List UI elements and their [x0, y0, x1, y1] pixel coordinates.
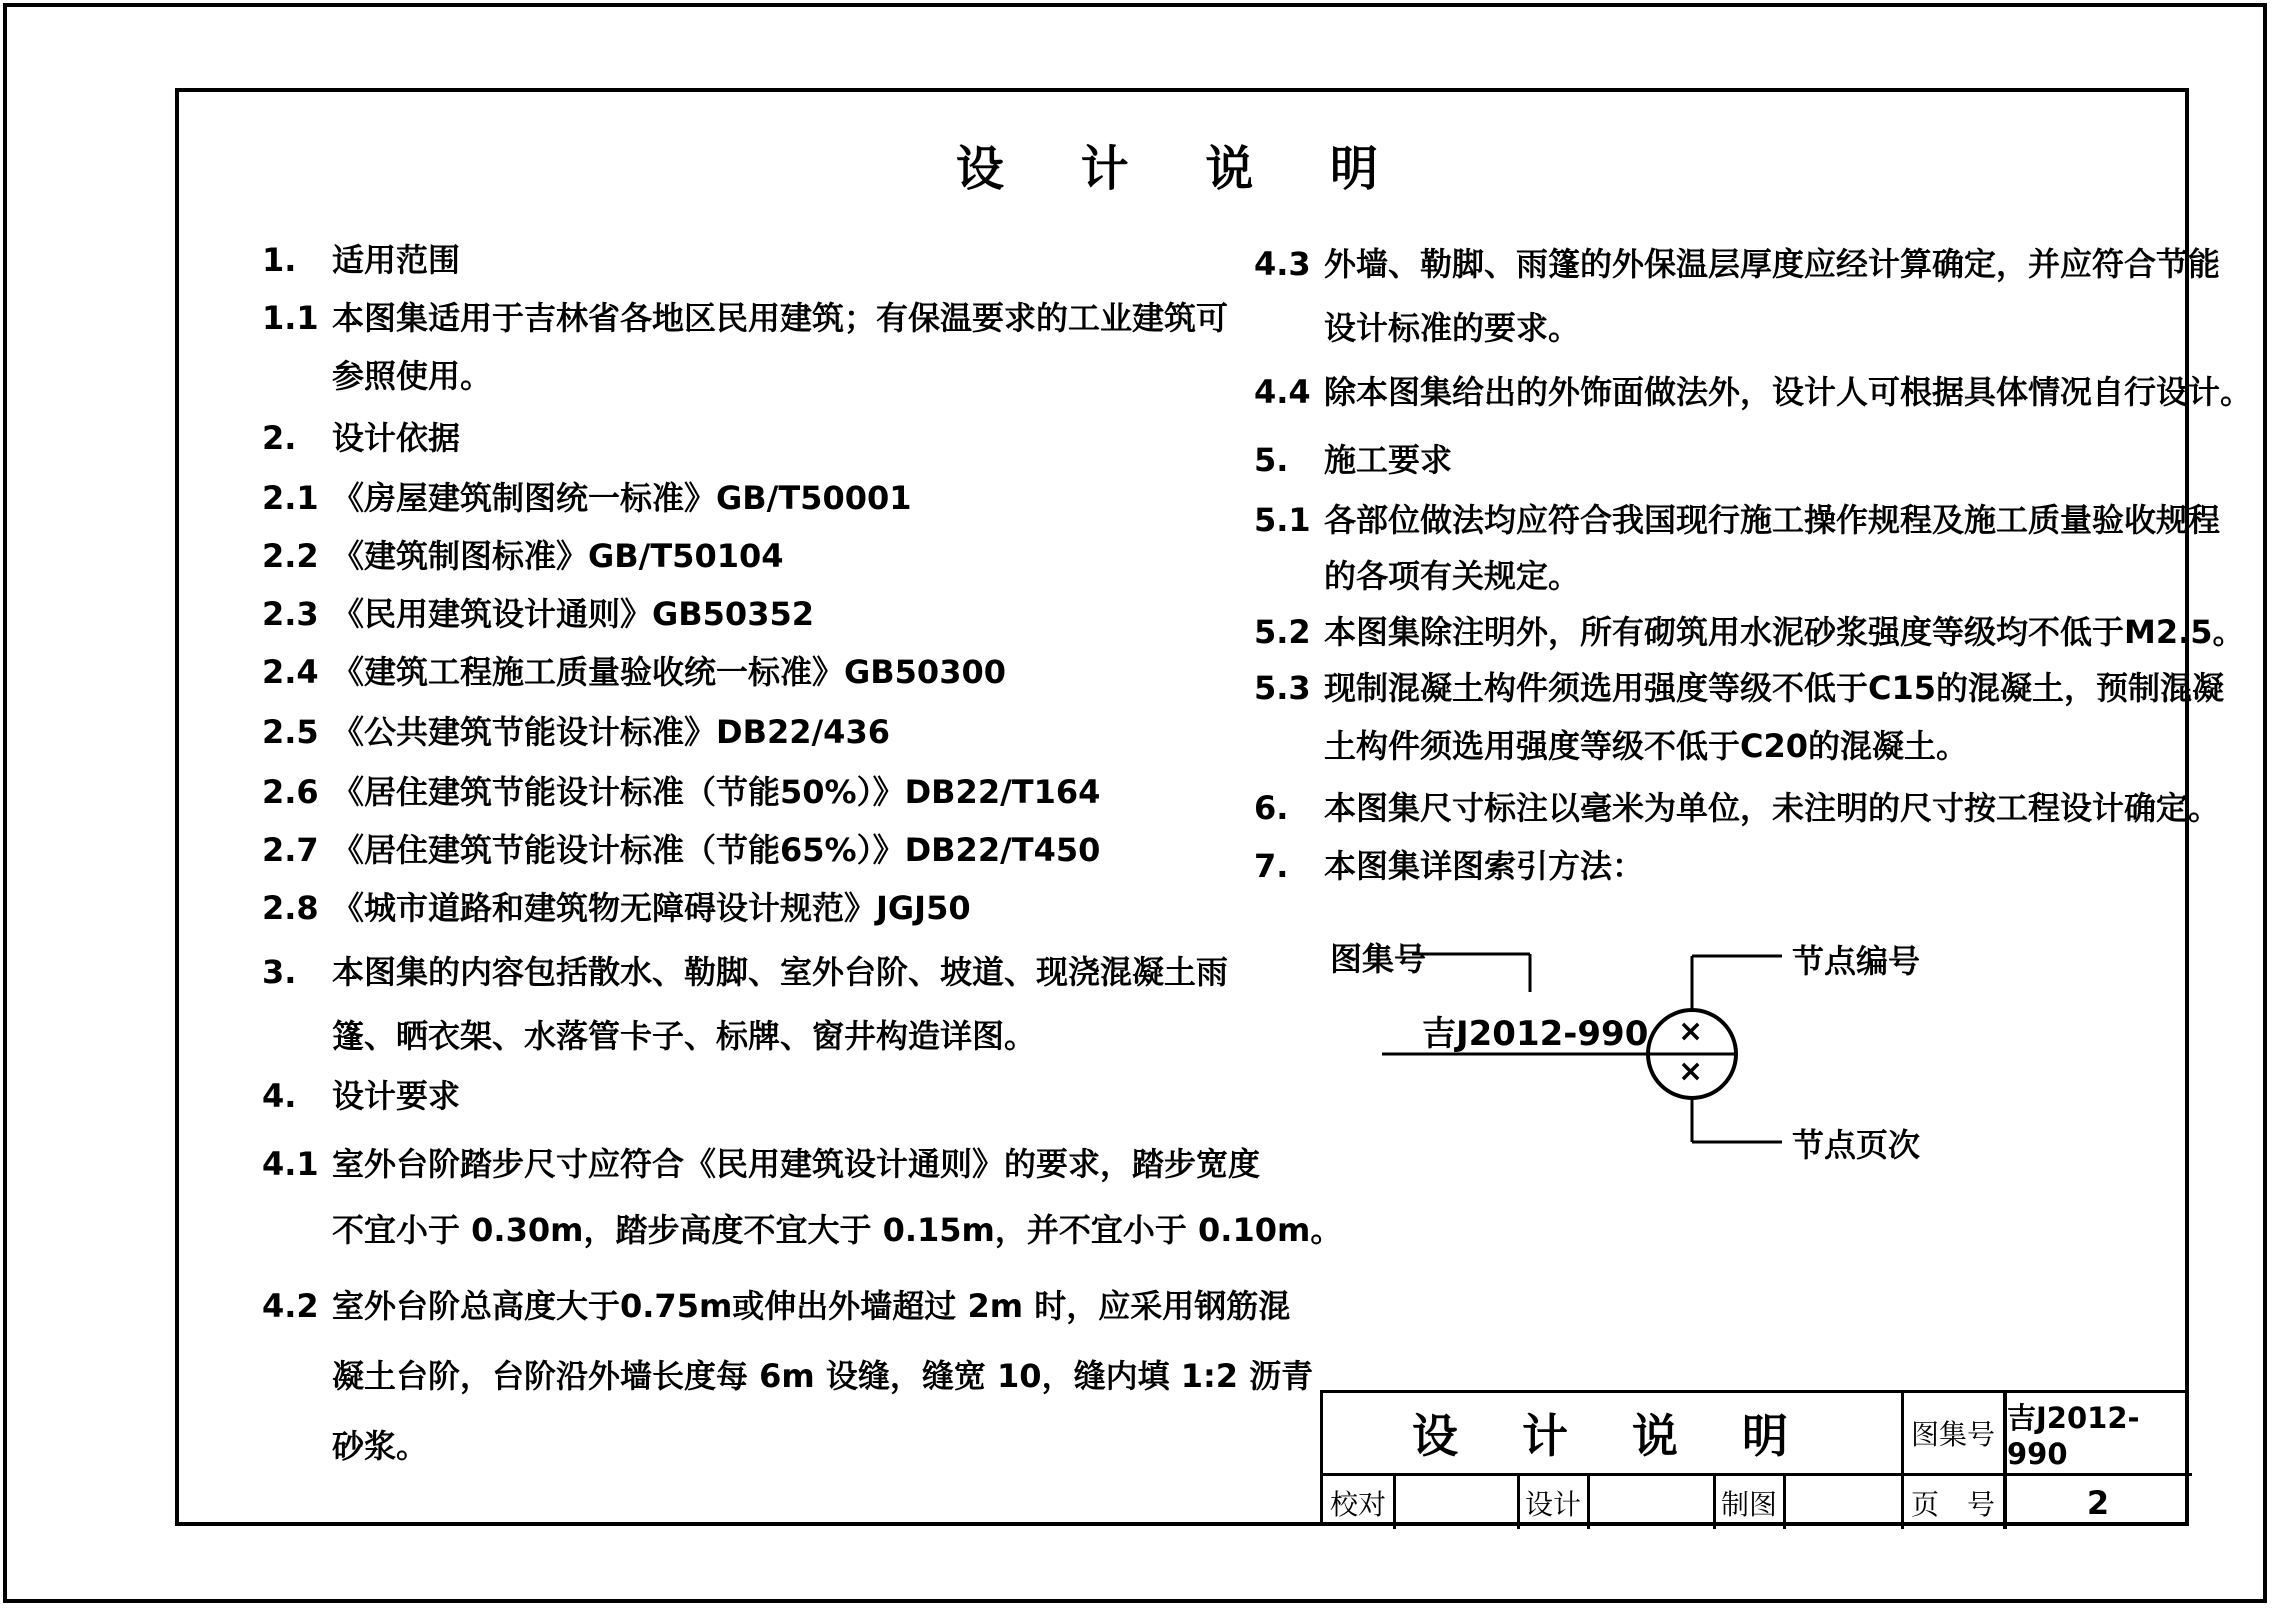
atlas-no-label: 图集号 — [1910, 1418, 1995, 1451]
left-column: 1. 适用范围 1.1 本图集适用于吉林省各地区民用建筑；有保温要求的工业建筑可 参照使用。 2. 设计依据 2.1 《房屋建筑制图统一标准》GB/T50001 2.2 《建筑制图标准》GB/T50104 2.3 《民用建筑设计通则》GB50352 2.4 《建筑工程施工质量验收统一标准》GB50300 2.5 《公共建筑节能设计标准》DB22/436 2.6 《居住建筑节能设计标准（节能50%）》DB22/T164 2.7 《居住建筑节能设计标准（节能65%）》DB22/T450 2.8 《城市道路和建筑物无障碍设计规范》JGJ50 3. 本图集的内容包括散水、勒脚、室外台阶、坡道、现浇混凝土雨 篷、晒衣架、水落管卡子、标牌、窗井构造详图。 4. 设计要求 4.1 室外台阶踏步尺寸应符合《民用建筑设计通则》的要求，踏步宽度 不宜小于 0.30m，踏步高度不宜大于 0.15m，并不宜小于 0.10m。 4.2 室外台阶总高度大于0.75m或伸出外墙超过 2m 时，应采用钢筋混 凝土台阶，台阶沿外墙长度每 6m 设缝，缝宽 10，缝内填 1:2 沥青 砂浆。 — [262, 241, 1343, 1465]
design-label: 设计 — [1524, 1487, 1581, 1521]
index-diagram — [1300, 930, 1940, 1170]
node-number-placeholder: × — [1678, 1014, 1704, 1049]
check-label: 校对 — [1329, 1487, 1386, 1521]
title-block-col-divider — [1783, 1473, 1786, 1529]
page-number: 2 — [2086, 1483, 2110, 1522]
atlas-no-value: 吉J2012-990 — [2007, 1400, 2140, 1471]
node-page-label: 节点页次 — [1792, 1126, 1921, 1164]
title-block-col-divider — [1393, 1473, 1396, 1529]
node-page-placeholder: × — [1678, 1054, 1704, 1089]
node-number-label: 节点编号 — [1792, 942, 1921, 980]
title-block — [1320, 1390, 2189, 1526]
page-label: 页 号 — [1910, 1487, 1995, 1521]
atlas-number-label: 图集号 — [1330, 940, 1427, 978]
page-title: 设 计 说 明 — [955, 141, 1409, 197]
right-column: 4.3 外墙、勒脚、雨篷的外保温层厚度应经计算确定，并应符合节能 设计标准的要求。 4.4 除本图集给出的外饰面做法外，设计人可根据具体情况自行设计。 5. 施工要求 5.1 各部位做法均应符合我国现行施工操作规程及施工质量验收规程 的各项有关规定。 5.2 本图集除注明外，所有砌筑用水泥砂浆强度等级均不低于M2.5。 5.3 现制混凝土构件须选用强度等级不低于C15的混凝土，预制混凝 土构件须选用强度等级不低于C20的混凝土。 6. 本图集尺寸标注以毫米为单位，未注明的尺寸按工程设计确定。 7. 本图集详图索引方法： — [1254, 245, 2253, 885]
title-block-title: 设 计 说 明 — [1411, 1409, 1813, 1463]
draw-label: 制图 — [1720, 1487, 1777, 1521]
title-block-col-divider — [1587, 1473, 1590, 1529]
atlas-code: 吉J2012-990 — [1422, 1014, 1649, 1054]
